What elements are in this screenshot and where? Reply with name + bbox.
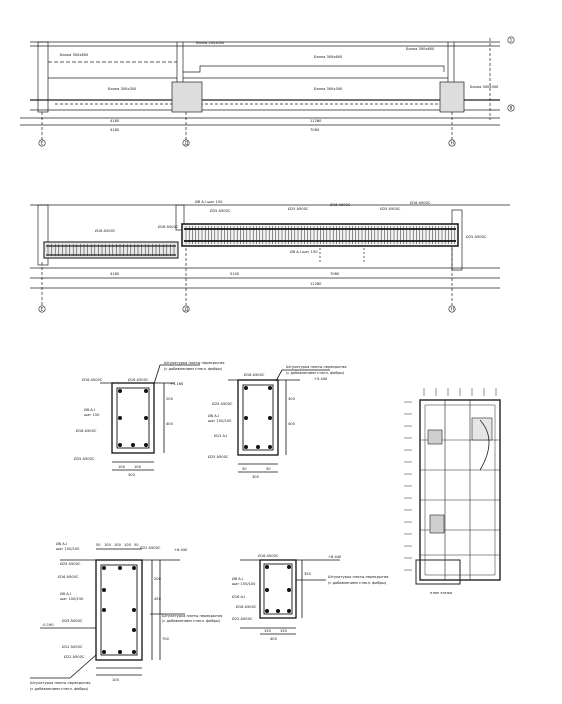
floor-plan-grid-ticks <box>404 388 496 570</box>
section-3-label-9: Ø22 A500С <box>140 546 161 550</box>
floor-plan <box>416 400 500 584</box>
axis-label-d: Д <box>184 141 189 147</box>
reinf-axis-markers <box>39 306 455 312</box>
section-3-dim-8: 700 <box>162 637 169 641</box>
rebar-dot <box>102 566 106 570</box>
section-4-note-2: (с добавлением стекл. фибры) <box>328 581 387 585</box>
section-3-dim-6: 200 <box>154 577 161 581</box>
section-4-note: Штукатурка плиты перекрытия <box>328 575 389 579</box>
reinf-axis-label-e: Е <box>40 307 44 313</box>
section-3-label-8: Ø12 A500С <box>62 645 83 649</box>
rebar-dot <box>102 608 106 612</box>
row-label-1: 1 <box>509 38 513 44</box>
section-3-note: Штукатурка плиты перекрытия <box>162 614 223 618</box>
section-2-dim-2: 400 <box>288 422 295 426</box>
rebar-dot <box>265 609 269 613</box>
rebar-dot <box>265 565 269 569</box>
section-1 <box>100 365 200 470</box>
reinf-axis-label-n: Н <box>450 307 454 313</box>
reinf-label-8: Ø16 A500С <box>158 225 179 229</box>
elev-dim-4: 7060 <box>310 128 320 132</box>
rebar-dot <box>244 386 248 390</box>
rebar-dot <box>132 566 136 570</box>
rebar-dot <box>131 443 135 447</box>
rebar-dot <box>244 445 248 449</box>
section-2-label-4: шаг 150/100 <box>208 419 232 423</box>
section-3-level: +6.440 <box>174 548 188 552</box>
section-3-dim-2: 100 <box>104 543 111 547</box>
reinf-label-7: Ø16 A500С <box>410 201 431 205</box>
reinf-label-3: Ø25 A500С <box>210 209 231 213</box>
elev-note-2: Балка 200х400 <box>196 41 225 45</box>
reinf-dim-1: 4180 <box>110 272 120 276</box>
section-2-dim-4: 50 <box>266 467 271 471</box>
section-1-dim-3: 300 <box>128 473 135 477</box>
section-4-label-4: Ø16 A-I <box>232 595 246 599</box>
rebar-dot <box>244 416 248 420</box>
reinf-dim-4: 11280 <box>310 282 322 286</box>
reinf-label-5: Ø16 A500С <box>330 203 351 207</box>
section-1-label-4: Ø16 A500С <box>76 429 97 433</box>
reinf-label-9: Ø8 A-I шаг 150 <box>290 250 318 254</box>
elev-note-5: Балка 300х300 <box>108 87 137 91</box>
section-1-note-2: (с добавлением стекл. фибры) <box>164 367 223 371</box>
rebar-dot <box>287 609 291 613</box>
section-2-label-3: Ø8 A-I <box>208 414 219 418</box>
rebar-dot <box>118 566 122 570</box>
rebar-dot <box>102 588 106 592</box>
section-4-dim-3: 350 <box>304 572 311 576</box>
rebar-dot <box>144 389 148 393</box>
section-3-label-2: шаг 150/100 <box>56 547 80 551</box>
elev-note-1: Балка 300х600 <box>60 53 89 57</box>
section-1-dim-4: 200 <box>166 397 173 401</box>
section-1-dim-5: 400 <box>166 422 173 426</box>
reinf-axis-label-d: Д <box>184 307 189 313</box>
section-1-bars <box>118 389 148 447</box>
section-4-label-2: Ø8 A-I <box>232 577 243 581</box>
elev-dim-3: 4180 <box>110 128 120 132</box>
section-1-label-6: Ø25 A500С <box>74 457 95 461</box>
rebar-dot <box>144 443 148 447</box>
elev-note-6: Балка 300х300 <box>314 87 343 91</box>
elev-dim-1: 4180 <box>110 119 120 123</box>
section-3-dim-7: 450 <box>154 597 161 601</box>
section-2-bars <box>244 386 272 449</box>
reinf-dim-2: 5100 <box>230 272 240 276</box>
rebar-dot <box>287 565 291 569</box>
reinf-label-2: Ø8 A-I шаг 150 <box>195 200 223 204</box>
section-2-dim-1: 300 <box>288 397 295 401</box>
section-3-label-6: шаг 100/150 <box>60 597 84 601</box>
section-2-note-2: (с добавлением стекл. фибры) <box>286 371 345 375</box>
rebar-dot <box>265 588 269 592</box>
rebar-dot <box>268 416 272 420</box>
section-4-dim-4: 400 <box>270 637 277 641</box>
rebar-dot <box>256 445 260 449</box>
rebar-dot <box>276 609 280 613</box>
section-2 <box>228 370 330 472</box>
axis-label-n: Н <box>450 141 454 147</box>
section-3-label-7: Ø25 A500С <box>62 619 83 623</box>
section-3-note-2: (с добавлением стекл. фибры) <box>162 619 221 623</box>
axis-label-e: Е <box>40 141 44 147</box>
section-4-label-3: шаг 150/100 <box>232 582 256 586</box>
section-3-dim-4: 100 <box>124 543 131 547</box>
rebar-dot <box>118 416 122 420</box>
section-4-dim-2: 150 <box>280 629 287 633</box>
section-2-note: Штукатурка плиты перекрытия <box>286 365 347 369</box>
section-3-dim-9: 100 <box>112 678 119 682</box>
section-3-dim-3: 100 <box>114 543 121 547</box>
reinf-label-1: Ø16 A500С <box>95 229 116 233</box>
reinf-label-6: Ø25 A500С <box>380 207 401 211</box>
section-4-label-5: Ø16 A500С <box>236 605 257 609</box>
rebar-dot <box>118 650 122 654</box>
section-3-bottom-note-2: (с добавлением стекл. фибры) <box>30 687 89 691</box>
rebar-dot <box>118 389 122 393</box>
section-2-label-2: Ø25 A500С <box>212 402 233 406</box>
section-3-level-2: -0.190 <box>42 623 54 627</box>
elev-note-7: Балка 300х300 <box>470 85 499 89</box>
section-4 <box>240 560 340 634</box>
section-3-dim-1: 50 <box>96 543 101 547</box>
section-1-dim-1: 100 <box>118 465 125 469</box>
rebar-dot <box>132 628 136 632</box>
section-4-dim-1: 150 <box>264 629 271 633</box>
section-2-level: +5.440 <box>314 377 328 381</box>
section-4-label-6: Ø22 A500С <box>232 617 253 621</box>
section-1-label-3: шаг 150 <box>84 413 100 417</box>
row-label-8: 8 <box>509 106 513 112</box>
section-2-label-1: Ø16 A500С <box>244 373 265 377</box>
section-1-label-5: Ø16 A500С <box>128 378 149 382</box>
section-2-label-6: Ø25 A500С <box>208 455 229 459</box>
elev-note-3: Балка 300х600 <box>314 55 343 59</box>
section-2-dim-3: 50 <box>242 467 247 471</box>
section-4-level: +6.440 <box>328 555 342 559</box>
section-3-label-3: Ø25 A500С <box>60 562 81 566</box>
rebar-dot <box>132 650 136 654</box>
section-3-label-10: Ø22 A500С <box>64 655 85 659</box>
rebar-dot <box>118 443 122 447</box>
section-3-label-5: Ø8 A-I <box>60 592 71 596</box>
beam-elevation <box>20 38 500 140</box>
rebar-dot <box>132 608 136 612</box>
section-1-label-1: Ø16 A500С <box>82 378 103 382</box>
section-1-level: +5.160 <box>170 382 184 386</box>
section-1-note: Штукатурка плиты перекрытия <box>164 361 225 365</box>
rebar-dot <box>268 445 272 449</box>
section-1-dim-2: 100 <box>134 465 141 469</box>
rebar-dot <box>268 386 272 390</box>
section-2-label-5: Ø12 A-I <box>214 434 228 438</box>
reinf-label-10: Ø25 A500С <box>466 235 487 239</box>
section-2-dim-5: 300 <box>252 475 259 479</box>
elev-note-4: Балка 300х600 <box>406 47 435 51</box>
section-3-label-4: Ø16 A500С <box>58 575 79 579</box>
section-3-bars <box>102 566 136 654</box>
section-3-dim-5: 50 <box>134 543 139 547</box>
elev-dim-2: 11280 <box>310 119 322 123</box>
rebar-dot <box>144 416 148 420</box>
rebar-dot <box>102 650 106 654</box>
plan-label: план этажа <box>430 591 453 595</box>
section-4-label-1: Ø16 A500С <box>258 554 279 558</box>
section-4-bars <box>265 565 291 613</box>
section-1-label-2: Ø8 A-I <box>84 408 95 412</box>
reinf-label-4: Ø25 A500С <box>288 207 309 211</box>
rebar-dot <box>287 588 291 592</box>
reinf-dim-3: 7060 <box>330 272 340 276</box>
section-3-label-1: Ø8 A-I <box>56 542 67 546</box>
section-3-bottom-note: Штукатурка плиты перекрытия <box>30 681 91 685</box>
